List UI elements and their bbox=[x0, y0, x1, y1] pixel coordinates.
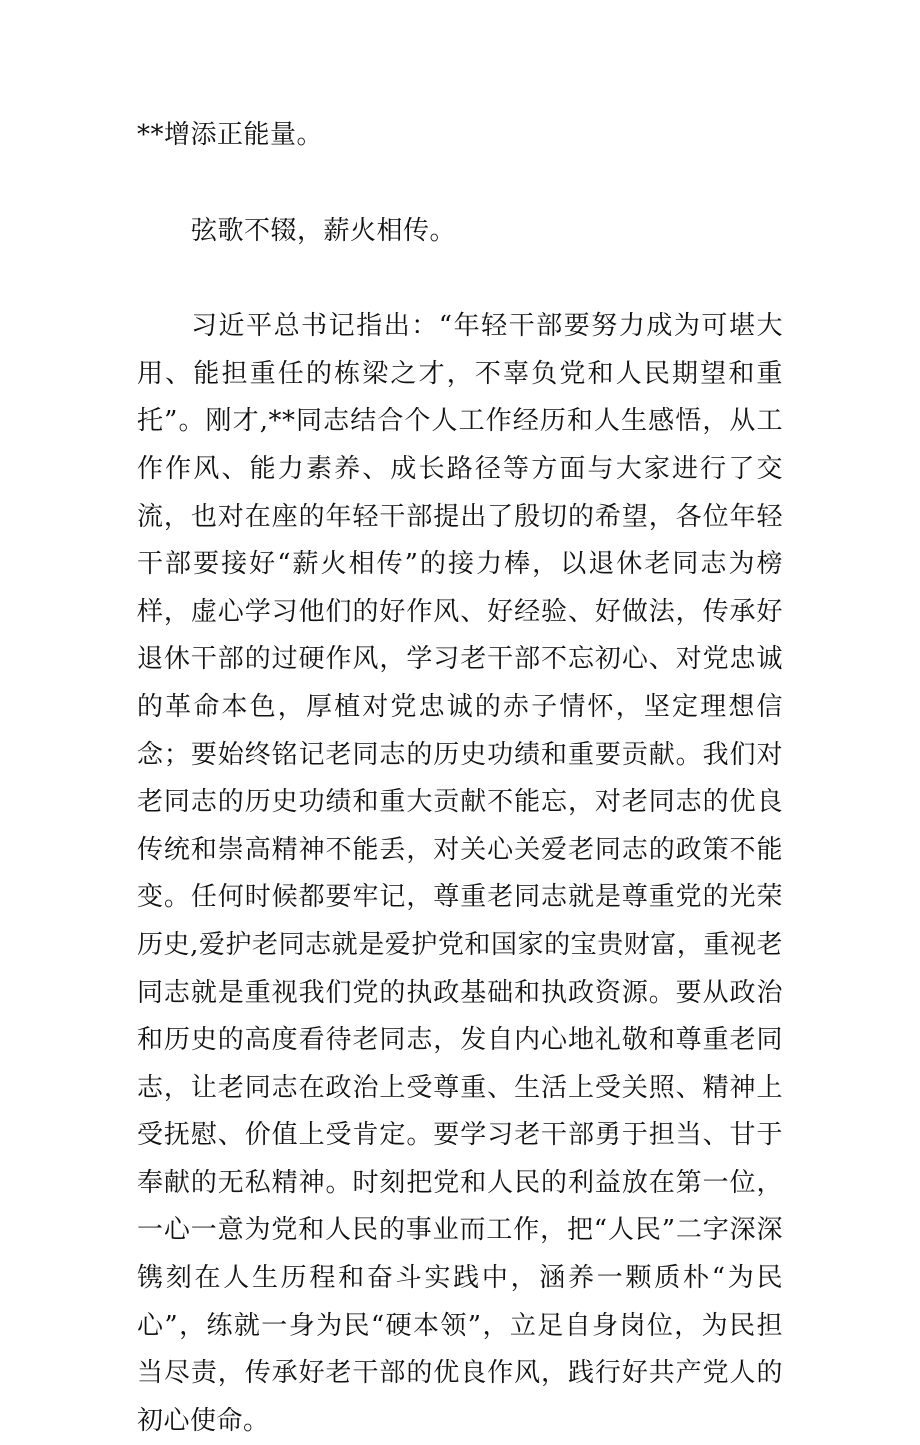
paragraph-continuation: **增添正能量。 bbox=[137, 120, 324, 150]
paragraph-heading-line: 弦歌不辍，薪火相传。 bbox=[191, 215, 457, 246]
document-body bbox=[137, 112, 783, 1445]
paragraph-main-body: 习近平总书记指出：“年轻干部要努力成为可堪大用、能担重任的栋梁之才，不辜负党和人民期望和重托”。刚才,**同志结合个人工作经历和人生感悟，从工作作风、能力素养、成长路径等方面与大家进行了交流，也对在座的年轻干部提出了殷切的希望，各位年轻干部要接好“薪火相传”的接力棒，以退休老同志为榜样，虚心学习他们的好作风、好经验、好做法，传承好退休干部的过硬作风，学习老干部不忘初心、对党忠诚的革命本色，厚植对党忠诚的赤子情怀，坚定理想信念；要始终铭记老同志的历史功绩和重要贡献。我们对老同志的历史功绩和重大贡献不能忘，对老同志的优良传统和崇高精神不能丢，对关心关爱老同志的政策不能变。任何时候都要牢记，尊重老同志就是尊重党的光荣历史,爱护老同志就是爱护党和国家的宝贵财富，重视老同志就是重视我们党的执政基础和执政资源。要从政治和历史的高度看待老同志，发自内心地礼敬和尊重老同志，让老同志在政治上受尊重、生活上受关照、精神上受抚慰、价值上受肯定。要学习老干部勇于担当、甘于奉献的无私精神。时刻把党和人民的利益放在第一位，一心一意为党和人民的事业而工作，把“人民”二字深深镌刻在人生历程和奋斗实践中，涵养一颗质朴“为民心”，练就一身为民“硬本领”，立足自身岗位，为民担当尽责，传承好老干部的优良作风，践行好共产党人的初心使命。 bbox=[137, 311, 783, 1436]
